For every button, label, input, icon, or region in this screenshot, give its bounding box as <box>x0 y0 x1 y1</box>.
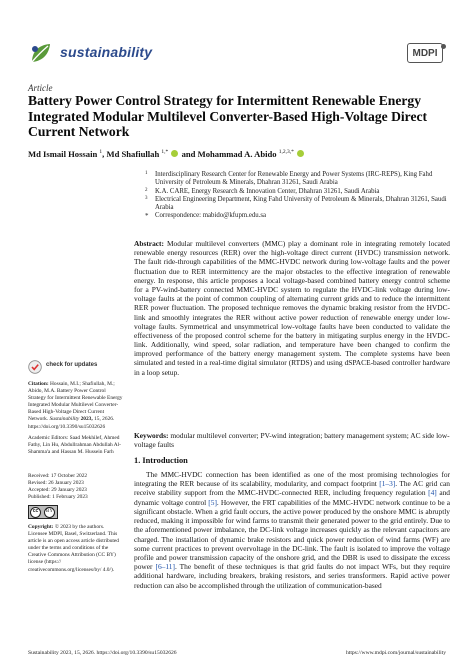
abstract-text: Modular multilevel converters (MMC) play a dominant role in integrating remotely located renewable energy resources (RER) over the high-voltage direct current (HVDC) transmission network. The fault ride-through capabilities of the MMC-HVDC network during low-voltage faults and the power fluctuation due to RER intermittency are the major obstacles to the effective integration of renewable energy. In response, this article proposes a local voltage-based combined battery energy control scheme for a PV-wind-battery connected MMC-HVDC system to regulate the HVDC-link voltage during low-voltage faults at the point of common coupling of alternating current grids and to reduce the intermittent RER power fluctuation. The proposed technique removes the dynamic braking resistor from the HVDC-link and smoothly integrates the RER without active power reduction of renewable energy under low-voltage faults. Symmetrical and unsymmetrical low-voltage faults have been conducted to validate the effectiveness of the proposed control scheme for the battery in mitigating surplus energy in the HVDC-link. Additionally, wind speed, solar radiation, and temperature have been changed to confirm the improved performance of the battery energy management system. The complete systems have been simulated and tested in a real-time digital simulator (RTDS) and using dSPACE-based controller hardware in a loop setup. <box>134 239 450 377</box>
footer-journal-url[interactable]: https://www.mdpi.com/journal/sustainability <box>345 650 446 656</box>
cc-icon: cc <box>30 507 41 518</box>
affiliation-mark: 1 <box>145 171 148 176</box>
intro-text: The MMC-HVDC connection has been identified as one of the most promising technologies for integrating the RER because of its scalability, modularity, and compact footprint <box>134 470 450 489</box>
academic-editors: Academic Editors: Saad Mekhilef, Ahmed Fathy, Lin Hu, Abdullrahman Abdullah Al-Shamma'a and Hassan M. Hussein Farh <box>28 435 121 456</box>
orcid-icon[interactable] <box>171 150 178 157</box>
publication-dates <box>28 473 124 501</box>
copyright-text: © 2023 by the authors. Licensee MDPI, Basel, Switzerland. This article is an open access article distributed under the terms and conditions of the Creative Commons Attribution (CC BY) license (https:// creativecommons.org/licenses/by/ 4.0/). <box>28 524 120 573</box>
author-affil-mark: 1,* <box>161 149 169 156</box>
author-name: Md Shafiullah <box>106 149 160 159</box>
journal-leaf-logo-icon <box>28 40 54 66</box>
section-heading-introduction: 1. Introduction <box>134 456 188 465</box>
author-name: Md Ismail Hossain <box>28 149 98 159</box>
reference-link[interactable]: [1–3] <box>379 479 396 489</box>
affiliation-mark: * <box>145 212 149 221</box>
copyright-notice <box>28 524 124 574</box>
keywords-label: Keywords: <box>134 431 169 440</box>
affiliation-mark: 3 <box>145 195 148 201</box>
check-updates-label: check for updates <box>46 362 98 368</box>
orcid-icon[interactable] <box>297 150 304 157</box>
citation-doi[interactable]: 15, 2626. https://doi.org/10.3390/su15032626 <box>28 416 115 430</box>
check-for-updates-button[interactable] <box>28 360 124 378</box>
author-name: Mohammad A. Abido <box>197 149 277 159</box>
revised-date: Revised: 26 January 2023 <box>28 480 84 487</box>
keywords <box>134 431 450 449</box>
correspondence-text[interactable]: Correspondence: mabido@kfupm.edu.sa <box>155 212 267 220</box>
reference-link[interactable]: [6–11] <box>155 562 175 572</box>
intro-text: and dynamic voltage control <box>134 488 450 507</box>
received-date: Received: 17 October 2022 <box>28 473 88 479</box>
cc-by-license-badge[interactable] <box>28 505 58 519</box>
article-title: Battery Power Control Strategy for Intermittent Renewable Energy Integrated Modular Multilevel Converter-Based High-Voltage Direct Current Network <box>28 93 428 139</box>
author-affil-mark: 1,2,3,* <box>278 149 294 156</box>
introduction-paragraph <box>134 470 450 590</box>
journal-header <box>28 40 446 68</box>
affiliation-text: Interdisciplinary Research Center for Renewable Energy and Power Systems (IRC-REPS), King Fahd University of Petroleum & Minerals, Dhahran 31261, Saudi Arabia <box>155 171 433 187</box>
check-updates-icon <box>28 360 42 374</box>
intro-text: . The benefit of these techniques is that grid faults do not impact WFs, but they require additional hardware, including breakers, braking resistors, and series transformers. Rapid active power reduction can also be accomplished through the utilization of communication-based <box>134 562 450 590</box>
accepted-date: Accepted: 29 January 2023 <box>28 487 87 494</box>
affiliation-mark: 2 <box>145 187 148 193</box>
citation-journal: Sustainability <box>49 416 80 423</box>
article-type: Article <box>28 83 53 93</box>
intro-text: . However, the FRT capabilities of the MMC-HVDC network continue to be a significant obstacle. When a grid fault occurs, the active power produced by the onshore MMC is abruptly reduced, making it impossible for wind farms to transmit their generated power to the grid entirely. Due to the aforementioned power imbalance, the DC-link voltage increases quickly as the relevant capacitors are charged. The installation of dynamic brake resistors and quick power reduction of wind farms (WF) are some current practices to prevent overvoltage in the DC-link. The fault is isolated to improve the voltage profile and power transmission capacity of the onshore grid, and the DBR is used to dissipate the excess power <box>134 497 450 572</box>
citation-year: 2023, <box>80 416 93 423</box>
abstract-label: Abstract: <box>134 239 164 248</box>
published-date: Published: 1 February 2023 <box>28 494 88 501</box>
intro-text: . The AC grid can receive stability support from the MMC-HVDC-connected RER, including frequency regulation <box>134 479 450 498</box>
affiliation-item <box>145 196 450 213</box>
citation-block <box>28 381 124 431</box>
copyright-label: Copyright: <box>28 524 54 530</box>
footer-citation: Sustainability 2023, 15, 2626. https://doi.org/10.3390/su15032626 <box>28 650 177 656</box>
affiliation-item <box>145 171 450 188</box>
mdpi-logo <box>407 43 446 63</box>
citation-text: Hossain, M.I.; Shafiullah, M.; Abido, M.A. Battery Power Control Strategy for Intermittent Renewable Energy Integrated Modular Multilevel Converter-Based High-Voltage Direct Current Network. <box>28 381 123 423</box>
affiliation-text: Electrical Engineering Department, King Fahd University of Petroleum & Minerals, Dhahran 31261, Saudi Arabia <box>155 195 447 212</box>
journal-name[interactable]: sustainability <box>60 44 153 60</box>
mdpi-wordmark: MDPI <box>407 43 443 63</box>
mdpi-dot-icon <box>441 44 446 49</box>
citation-label: Citation: <box>28 381 49 387</box>
abstract <box>134 239 450 377</box>
correspondence-item <box>145 212 450 220</box>
reference-link[interactable]: [4] <box>428 488 437 498</box>
keywords-text: modular multilevel converter; PV-wind integration; battery management system; AC side low-voltage faults <box>134 431 450 450</box>
affiliations <box>145 171 450 221</box>
author-affil-mark: 1 <box>99 149 103 156</box>
reference-link[interactable]: [5] <box>208 497 217 507</box>
affiliation-text: K.A. CARE, Energy Research & Innovation Center, Dhahran 31261, Saudi Arabia <box>155 187 380 195</box>
by-attribution-icon: BY <box>44 507 55 518</box>
affiliation-item <box>145 188 450 196</box>
author-list: Md Ismail Hossain $^1$, Md Shafiullah $^{1,*}$ and Mohammad A. Abido $^{1,2,3,*}$ <box>28 149 448 159</box>
